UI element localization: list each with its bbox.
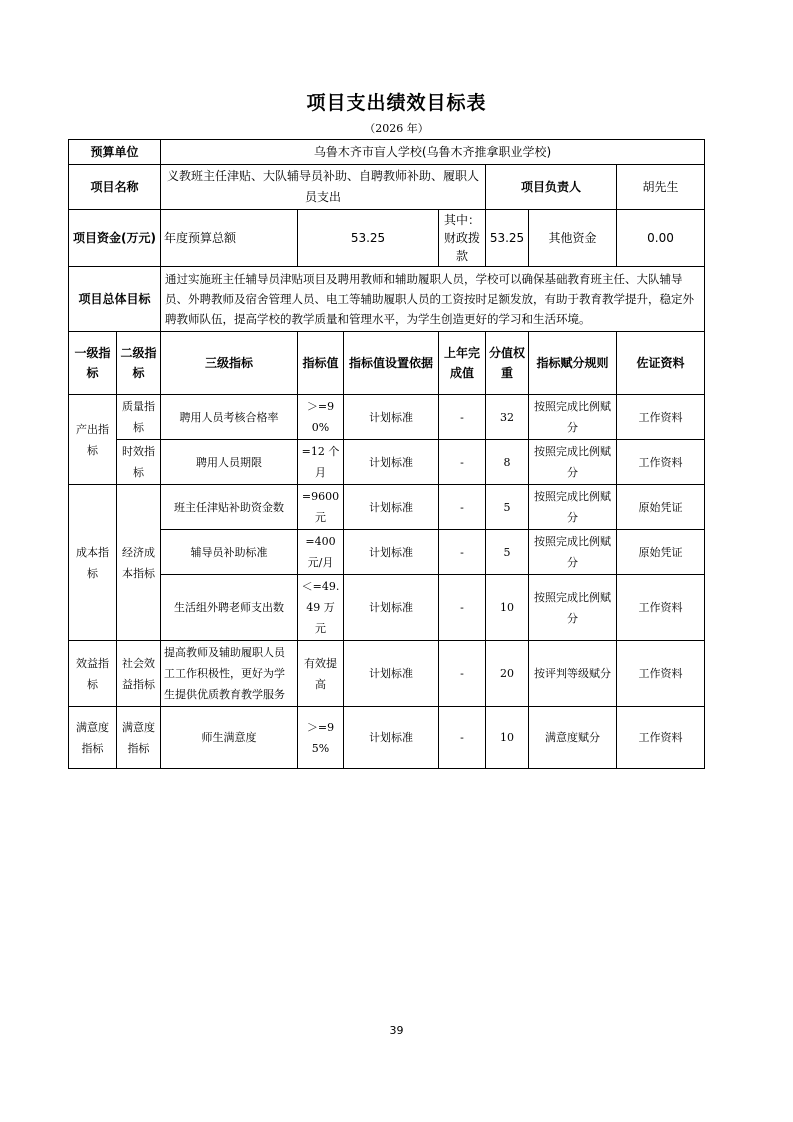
page-number: 39	[389, 1024, 404, 1037]
row-2-l2: 经济成本指标	[117, 485, 161, 641]
row-1-l2: 时效指标	[117, 440, 161, 485]
row-3-last: -	[439, 530, 486, 575]
other-funds-value: 0.00	[617, 210, 705, 267]
row-3-l3: 辅导员补助标准	[161, 530, 298, 575]
group-cost: 成本指标	[69, 485, 117, 641]
page-title: 项目支出绩效目标表	[306, 92, 487, 114]
row-4-l3: 生活组外聘老师支出数	[161, 575, 298, 641]
row-4-last: -	[439, 575, 486, 641]
row-2-last: -	[439, 485, 486, 530]
row-1-weight: 8	[486, 440, 529, 485]
header-level3: 三级指标	[161, 332, 298, 395]
row-4-evidence: 工作资料	[617, 575, 705, 641]
goal-text: 通过实施班主任辅导员津贴项目及聘用教师和辅助履职人员，学校可以确保基础教育班主任、大队辅导员、外聘教师及宿舍管理人员、电工等辅助履职人员的工资按时足额发放，有助于教育教学提升，稳定外聘教师队伍，提高学校的教学质量和管理水平，为学生创造更好的学习和生活环境。	[161, 267, 705, 332]
row-0-evidence: 工作资料	[617, 395, 705, 440]
row-4-value: ＜=49.49 万元	[298, 575, 344, 641]
row-2-basis: 计划标准	[344, 485, 439, 530]
group-benefit: 效益指标	[69, 641, 117, 707]
header-evidence: 佐证资料	[617, 332, 705, 395]
row-6-evidence: 工作资料	[617, 707, 705, 769]
row-0-last: -	[439, 395, 486, 440]
owner-label: 项目负责人	[486, 165, 617, 210]
row-5-evidence: 工作资料	[617, 641, 705, 707]
row-6-l3: 师生满意度	[161, 707, 298, 769]
row-5-value: 有效提高	[298, 641, 344, 707]
group-satisfaction: 满意度指标	[69, 707, 117, 769]
row-2-rule: 按照完成比例赋分	[529, 485, 617, 530]
row-0-l3: 聘用人员考核合格率	[161, 395, 298, 440]
row-2-value: =9600 元	[298, 485, 344, 530]
project-name-label: 项目名称	[69, 165, 161, 210]
row-0-basis: 计划标准	[344, 395, 439, 440]
header-last-year: 上年完成值	[439, 332, 486, 395]
budget-unit-value: 乌鲁木齐市盲人学校(乌鲁木齐推拿职业学校)	[161, 140, 705, 165]
annual-total-label	[161, 210, 298, 267]
row-2-l3: 班主任津贴补助资金数	[161, 485, 298, 530]
budget-unit-label: 预算单位	[69, 140, 161, 165]
row-0-l2: 质量指标	[117, 395, 161, 440]
year-label: （2026 年）	[364, 122, 429, 135]
performance-table	[68, 139, 705, 769]
row-5-l3: 提高教师及辅助履职人员工工作积极性，更好为学生提供优质教育教学服务	[161, 641, 298, 707]
row-1-l3: 聘用人员期限	[161, 440, 298, 485]
row-6-rule: 满意度赋分	[529, 707, 617, 769]
row-0-value: ＞=90%	[298, 395, 344, 440]
project-name-value: 义教班主任津贴、大队辅导员补助、自聘教师补助、履职人员支出	[161, 165, 486, 210]
fiscal-label: 其中：财政拨款	[439, 210, 486, 267]
header-level2: 二级指标	[117, 332, 161, 395]
row-1-evidence: 工作资料	[617, 440, 705, 485]
row-6-weight: 10	[486, 707, 529, 769]
row-5-weight: 20	[486, 641, 529, 707]
row-1-basis: 计划标准	[344, 440, 439, 485]
row-4-weight: 10	[486, 575, 529, 641]
row-6-last: -	[439, 707, 486, 769]
group-output: 产出指标	[69, 395, 117, 485]
annual-total-value: 53.25	[298, 210, 439, 267]
goal-label: 项目总体目标	[69, 267, 161, 332]
row-3-basis: 计划标准	[344, 530, 439, 575]
annual-total-label-text: 年度预算总额	[164, 230, 237, 245]
row-6-l2: 满意度指标	[117, 707, 161, 769]
row-2-evidence: 原始凭证	[617, 485, 705, 530]
row-6-basis: 计划标准	[344, 707, 439, 769]
row-1-value: =12 个月	[298, 440, 344, 485]
row-6-value: ＞=95%	[298, 707, 344, 769]
fiscal-value: 53.25	[486, 210, 529, 267]
row-5-l2: 社会效益指标	[117, 641, 161, 707]
header-rule: 指标赋分规则	[529, 332, 617, 395]
header-weight: 分值权重	[486, 332, 529, 395]
row-3-rule: 按照完成比例赋分	[529, 530, 617, 575]
row-5-last: -	[439, 641, 486, 707]
other-funds-label: 其他资金	[529, 210, 617, 267]
row-5-rule: 按评判等级赋分	[529, 641, 617, 707]
header-value: 指标值	[298, 332, 344, 395]
row-5-basis: 计划标准	[344, 641, 439, 707]
row-4-rule: 按照完成比例赋分	[529, 575, 617, 641]
row-3-weight: 5	[486, 530, 529, 575]
row-0-weight: 32	[486, 395, 529, 440]
row-0-rule: 按照完成比例赋分	[529, 395, 617, 440]
owner-value: 胡先生	[617, 165, 705, 210]
row-1-last: -	[439, 440, 486, 485]
header-level1: 一级指标	[69, 332, 117, 395]
row-4-basis: 计划标准	[344, 575, 439, 641]
row-3-value: =400 元/月	[298, 530, 344, 575]
row-3-evidence: 原始凭证	[617, 530, 705, 575]
funds-label: 项目资金(万元)	[69, 210, 161, 267]
header-basis: 指标值设置依据	[344, 332, 439, 395]
row-1-rule: 按照完成比例赋分	[529, 440, 617, 485]
row-2-weight: 5	[486, 485, 529, 530]
